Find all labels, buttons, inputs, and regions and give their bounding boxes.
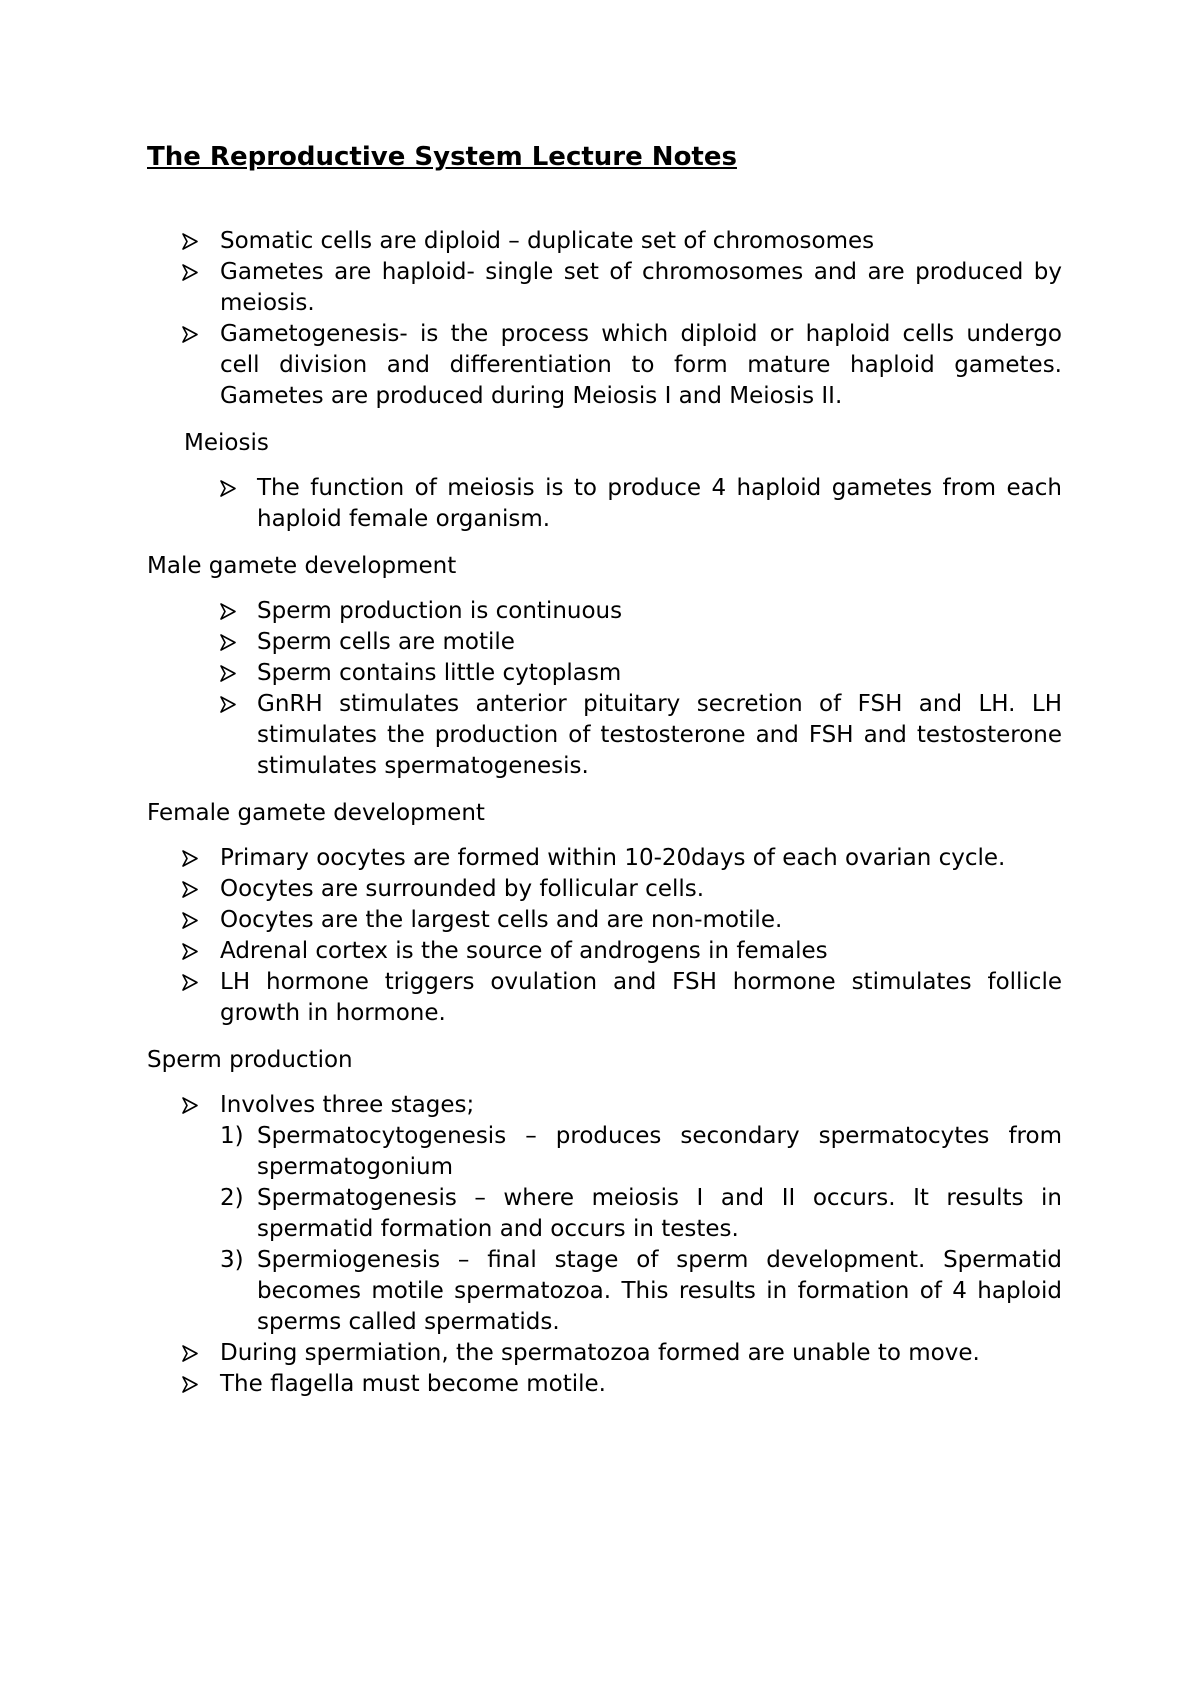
- arrowhead-bullet-icon: [181, 1369, 205, 1400]
- item-number: 3): [220, 1247, 244, 1273]
- female-bullet-list: [220, 843, 1062, 1029]
- list-item-text: Sperm production is continuous: [257, 598, 623, 624]
- section-heading-sperm: Sperm production: [147, 1047, 353, 1073]
- arrowhead-bullet-icon: [181, 936, 205, 967]
- list-item-text: Somatic cells are diploid – duplicate set of chromosomes: [220, 228, 875, 254]
- arrowhead-bullet-icon: [219, 473, 243, 504]
- list-item: [220, 905, 1062, 936]
- section-heading-meiosis: Meiosis: [184, 430, 269, 456]
- list-item-text: Oocytes are the largest cells and are non-motile.: [220, 907, 783, 933]
- numbered-item: [220, 1183, 1062, 1245]
- intro-bullet-list: [220, 226, 1062, 412]
- list-item-text: The flagella must become motile.: [220, 1371, 606, 1397]
- list-item-text: Oocytes are surrounded by follicular cells.: [220, 876, 705, 902]
- arrowhead-bullet-icon: [181, 257, 205, 288]
- list-item: [220, 319, 1062, 412]
- list-item-text: Sperm contains little cytoplasm: [257, 660, 622, 686]
- list-item-text: Sperm cells are motile: [257, 629, 515, 655]
- sperm-lead-list: [220, 1090, 1062, 1121]
- arrowhead-bullet-icon: [181, 874, 205, 905]
- numbered-item-text: Spermatocytogenesis – produces secondary spermatocytes from spermatogonium: [257, 1123, 1062, 1180]
- arrowhead-bullet-icon: [219, 689, 243, 720]
- arrowhead-bullet-icon: [219, 596, 243, 627]
- sperm-stages-list: [220, 1121, 1062, 1338]
- document-page: [147, 138, 1062, 1400]
- list-item: [220, 967, 1062, 1029]
- numbered-item-text: Spermiogenesis – final stage of sperm development. Spermatid becomes motile spermatozoa. This results in formation of 4 haploid sperms called spermatids.: [257, 1247, 1062, 1335]
- arrowhead-bullet-icon: [181, 319, 205, 350]
- list-item-text: LH hormone triggers ovulation and FSH hormone stimulates follicle growth in hormone.: [220, 969, 1062, 1026]
- list-item: [257, 473, 1062, 535]
- list-item-text: Gametogenesis- is the process which diploid or haploid cells undergo cell division and differentiation to form mature haploid gametes. Gametes are produced during Meiosis I and Meiosis II.: [220, 321, 1062, 409]
- list-item: [220, 1090, 1062, 1121]
- list-item-text: GnRH stimulates anterior pituitary secretion of FSH and LH. LH stimulates the production of testosterone and FSH and testosterone stimulates spermatogenesis.: [257, 691, 1062, 779]
- document-title: The Reproductive System Lecture Notes: [147, 142, 737, 172]
- arrowhead-bullet-icon: [219, 627, 243, 658]
- numbered-item-text: Spermatogenesis – where meiosis I and II occurs. It results in spermatid formation and occurs in testes.: [257, 1185, 1062, 1242]
- arrowhead-bullet-icon: [219, 658, 243, 689]
- section-heading-male: Male gamete development: [147, 553, 457, 579]
- list-item: [220, 226, 1062, 257]
- list-item-text: Adrenal cortex is the source of androgens in females: [220, 938, 828, 964]
- list-item: [220, 936, 1062, 967]
- list-item-text: Primary oocytes are formed within 10-20days of each ovarian cycle.: [220, 845, 1006, 871]
- arrowhead-bullet-icon: [181, 1338, 205, 1369]
- sperm-tail-list: [220, 1338, 1062, 1400]
- item-number: 2): [220, 1185, 244, 1211]
- numbered-item: [220, 1245, 1062, 1338]
- list-item: [220, 1338, 1062, 1369]
- list-item-text: The function of meiosis is to produce 4 haploid gametes from each haploid female organism.: [257, 475, 1062, 532]
- arrowhead-bullet-icon: [181, 905, 205, 936]
- list-item: [257, 596, 1062, 627]
- item-number: 1): [220, 1123, 244, 1149]
- list-item: [257, 658, 1062, 689]
- list-item: [257, 689, 1062, 782]
- list-item: [220, 1369, 1062, 1400]
- list-item: [257, 627, 1062, 658]
- list-item: [220, 843, 1062, 874]
- list-item-text: During spermiation, the spermatozoa formed are unable to move.: [220, 1340, 980, 1366]
- list-item: [220, 257, 1062, 319]
- arrowhead-bullet-icon: [181, 967, 205, 998]
- list-item-text: Involves three stages;: [220, 1092, 475, 1118]
- arrowhead-bullet-icon: [181, 226, 205, 257]
- list-item-text: Gametes are haploid- single set of chromosomes and are produced by meiosis.: [220, 259, 1062, 316]
- numbered-item: [220, 1121, 1062, 1183]
- arrowhead-bullet-icon: [181, 1090, 205, 1121]
- meiosis-bullet-list: [257, 473, 1062, 535]
- male-bullet-list: [257, 596, 1062, 782]
- section-heading-female: Female gamete development: [147, 800, 485, 826]
- list-item: [220, 874, 1062, 905]
- arrowhead-bullet-icon: [181, 843, 205, 874]
